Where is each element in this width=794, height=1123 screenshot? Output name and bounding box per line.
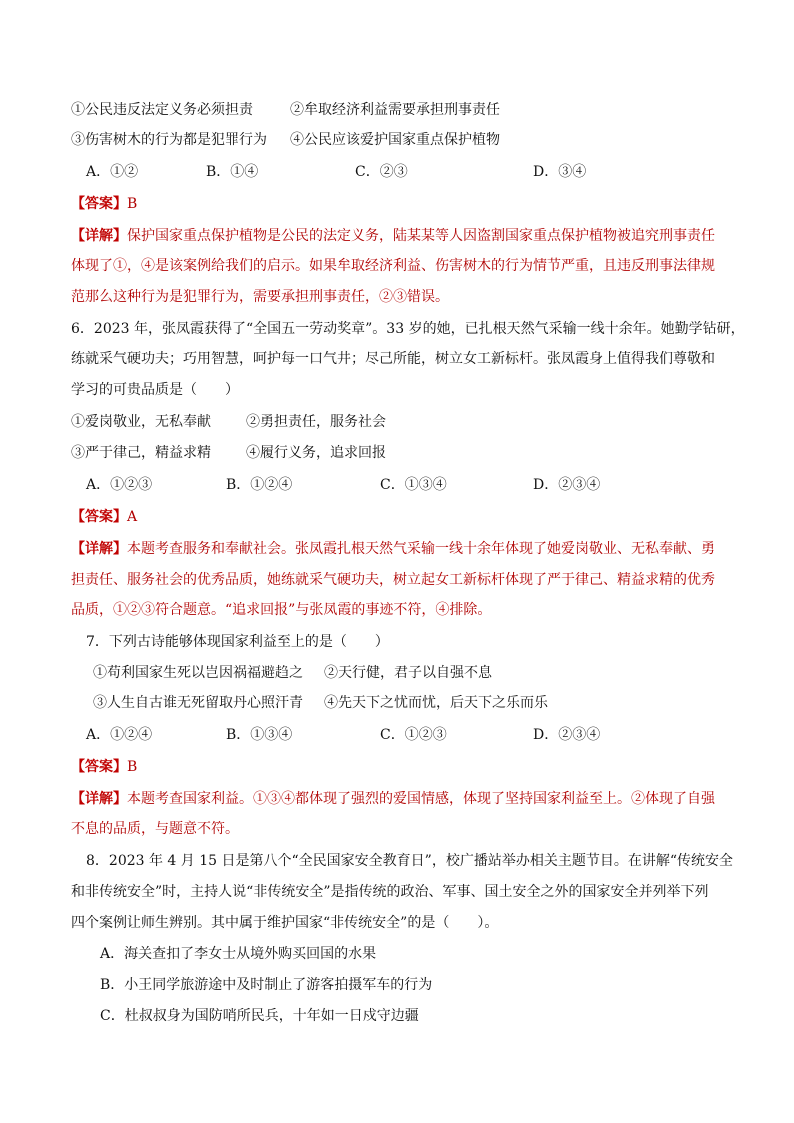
q6-statement-3: ③严于律己，精益求精 [71, 445, 211, 461]
q7-statement-3: ③人生自古谁无死留取丹心照汗青 [93, 695, 303, 711]
q7-detail-text-1: 本题考查国家利益。①③④都体现了强烈的爱国情感，体现了坚持国家利益至上。②体现了自强 [127, 791, 715, 807]
q5-option-d: D．③④ [533, 164, 587, 180]
q8-stem-line-3: 四个案例让师生辨别。其中属于维护国家“非传统安全”的是（ ）。 [71, 915, 499, 931]
q5-option-c: C．②③ [355, 164, 408, 180]
q7-detail-label: 【详解】 [71, 791, 127, 807]
q7-answer-value: B [127, 759, 138, 775]
q6-statement-1: ①爱岗敬业，无私奉献 [71, 414, 211, 430]
q5-statement-1: ①公民违反法定义务必须担责 [71, 102, 253, 118]
q7-option-a: A．①②④ [86, 727, 153, 743]
q7-statement-4: ④先天下之忧而忧，后天下之乐而乐 [324, 695, 548, 711]
q6-statement-2: ②勇担责任，服务社会 [246, 414, 386, 430]
q5-answer [71, 194, 137, 214]
q8-option-c: C．杜叔叔身为国防哨所民兵，十年如一日戍守边疆 [100, 1008, 419, 1024]
q6-stem-line-2: 练就采气硬功夫；巧用智慧，呵护每一口气井；尽己所能，树立女工新标杆。张凤霞身上值得我们尊敬和 [71, 351, 715, 367]
q5-answer-label: 【答案】 [71, 196, 127, 212]
q6-stem-line-1: 6．2023 年，张凤霞获得了“全国五一劳动奖章”。33 岁的她，已扎根天然气采输一线十余年。她勤学钻研， [71, 321, 745, 337]
q5-detail-line-3: 范那么这种行为是犯罪行为，需要承担刑事责任，②③错误。 [71, 289, 449, 305]
q6-option-a: A．①②③ [86, 477, 153, 493]
q6-stem-line-3: 学习的可贵品质是（ ） [71, 382, 239, 398]
q6-option-d: D．②③④ [533, 477, 601, 493]
q6-answer-label: 【答案】 [71, 509, 127, 525]
q6-statement-4: ④履行义务，追求回报 [246, 445, 386, 461]
q5-detail-label: 【详解】 [71, 228, 127, 244]
q7-option-b: B．①③④ [226, 727, 293, 743]
q8-stem-line-1: 8．2023 年 4 月 15 日是第八个“全民国家安全教育日”，校广播站举办相关主题节目。在讲解“传统安全 [86, 853, 733, 869]
q8-option-a: A．海关查扣了李女士从境外购买回国的水果 [100, 946, 377, 962]
q6-answer [71, 507, 137, 527]
q6-option-b: B．①②④ [226, 477, 293, 493]
q7-answer-label: 【答案】 [71, 759, 127, 775]
q6-answer-value: A [127, 509, 138, 525]
q6-option-c: C．①③④ [380, 477, 447, 493]
q7-statement-2: ②天行健，君子以自强不息 [324, 665, 492, 681]
q5-answer-value: B [127, 196, 138, 212]
q6-detail-text-1: 本题考查服务和奉献社会。张凤霞扎根天然气采输一线十余年体现了她爱岗敬业、无私奉献、勇 [127, 541, 715, 557]
q8-option-b: B．小王同学旅游途中及时制止了游客拍摄军车的行为 [100, 977, 433, 993]
q6-detail-label: 【详解】 [71, 541, 127, 557]
q5-detail-line-1 [71, 226, 715, 246]
q7-detail-line-2: 不息的品质，与题意不符。 [71, 821, 239, 837]
q7-stem: 7．下列古诗能够体现国家利益至上的是（ ） [86, 634, 389, 650]
q6-detail-line-1 [71, 539, 715, 559]
q6-detail-line-2: 担责任、服务社会的优秀品质，她练就采气硬功夫，树立起女工新标杆体现了严于律己、精益求精的优秀 [71, 572, 715, 588]
q5-option-b: B．①④ [206, 164, 259, 180]
q7-option-c: C．①②③ [380, 727, 447, 743]
q7-statement-1: ①苟利国家生死以岂因祸福避趋之 [93, 665, 303, 681]
q5-statement-3: ③伤害树木的行为都是犯罪行为 [71, 132, 267, 148]
q5-option-a: A．①② [86, 164, 139, 180]
q6-detail-line-3: 品质，①②③符合题意。“追求回报”与张凤霞的事迹不符，④排除。 [71, 602, 492, 618]
q5-detail-text-1: 保护国家重点保护植物是公民的法定义务，陆某某等人因盗割国家重点保护植物被追究刑事责任 [127, 228, 715, 244]
q8-stem-line-2: 和非传统安全”时，主持人说“非传统安全”是指传统的政治、军事、国土安全之外的国家安全并列举下列 [71, 884, 709, 900]
q5-statement-4: ④公民应该爱护国家重点保护植物 [290, 132, 500, 148]
q7-option-d: D．②③④ [533, 727, 601, 743]
q5-detail-line-2: 体现了①，④是该案例给我们的启示。如果牟取经济利益、伤害树木的行为情节严重，且违反刑事法律规 [71, 258, 715, 274]
q7-answer [71, 757, 137, 777]
q7-detail-line-1 [71, 789, 715, 809]
q5-statement-2: ②牟取经济利益需要承担刑事责任 [290, 102, 500, 118]
